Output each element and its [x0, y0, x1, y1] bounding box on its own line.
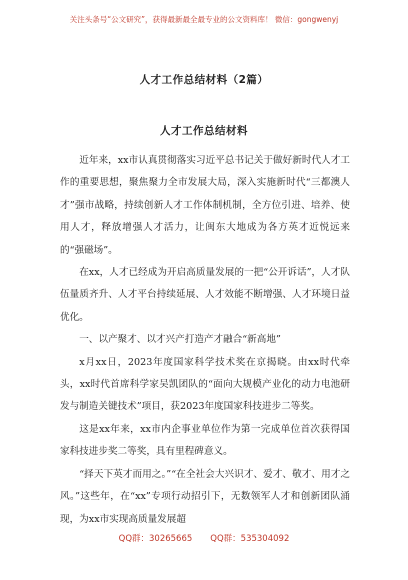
footer-contact: [0, 532, 408, 544]
paragraph: “择天下英才而用之。”“在全社会大兴识才、爱才、敬才、用才之风。”这些年，在“xx”专项行动招引下，无数领军人才和创新团队涌现，为xx市实现高质量发展超: [60, 468, 350, 525]
footer-qq-group-2: QQ群：535304092: [210, 534, 290, 544]
document-body: [60, 150, 350, 531]
footer-qq-group-1: QQ群：30265665: [118, 534, 193, 544]
section-title: 人才工作总结材料: [160, 125, 248, 137]
section-heading: 一、以产聚才、以才兴产打造产才融合“新高地”: [79, 334, 281, 346]
document-title: 人才工作总结材料（2篇）: [139, 74, 269, 86]
top-banner: 关注头条号“公文研究”，获得最新最全最专业的公文资料库！ 微信：gongwenyj: [69, 15, 339, 24]
paragraph: x月xx日，2023年度国家科学技术奖在京揭晓。由xx时代牵头，xx时代首席科学家吴凯团队的“面向大规模产业化的动力电池研发与制造关键技术”项目，获2023年度国家科技进步二等奖。: [60, 356, 350, 413]
paragraph: 这是xx年来，xx市内企事业单位作为第一完成单位首次获得国家科技进步奖二等奖，具有里程碑意义。: [60, 423, 350, 458]
paragraph: 在xx，人才已经成为开启高质量发展的一把“公开诉话”，人才队伍量质齐升、人才平台持续延展、人才效能不断增强、人才环境日益优化。: [60, 267, 350, 323]
paragraph: 近年来，xx市认真贯彻落实习近平总书记关于做好新时代人才工作的重要思想，聚焦聚力全市发展大局，深入实施新时代“三都澳人才”强市战略，持续创新人才工作体制机制，全方位引进、培养、使用人才，释放增强人才活力，让闽东大地成为各方英才近悦远来的“强磁场”。: [60, 155, 350, 256]
